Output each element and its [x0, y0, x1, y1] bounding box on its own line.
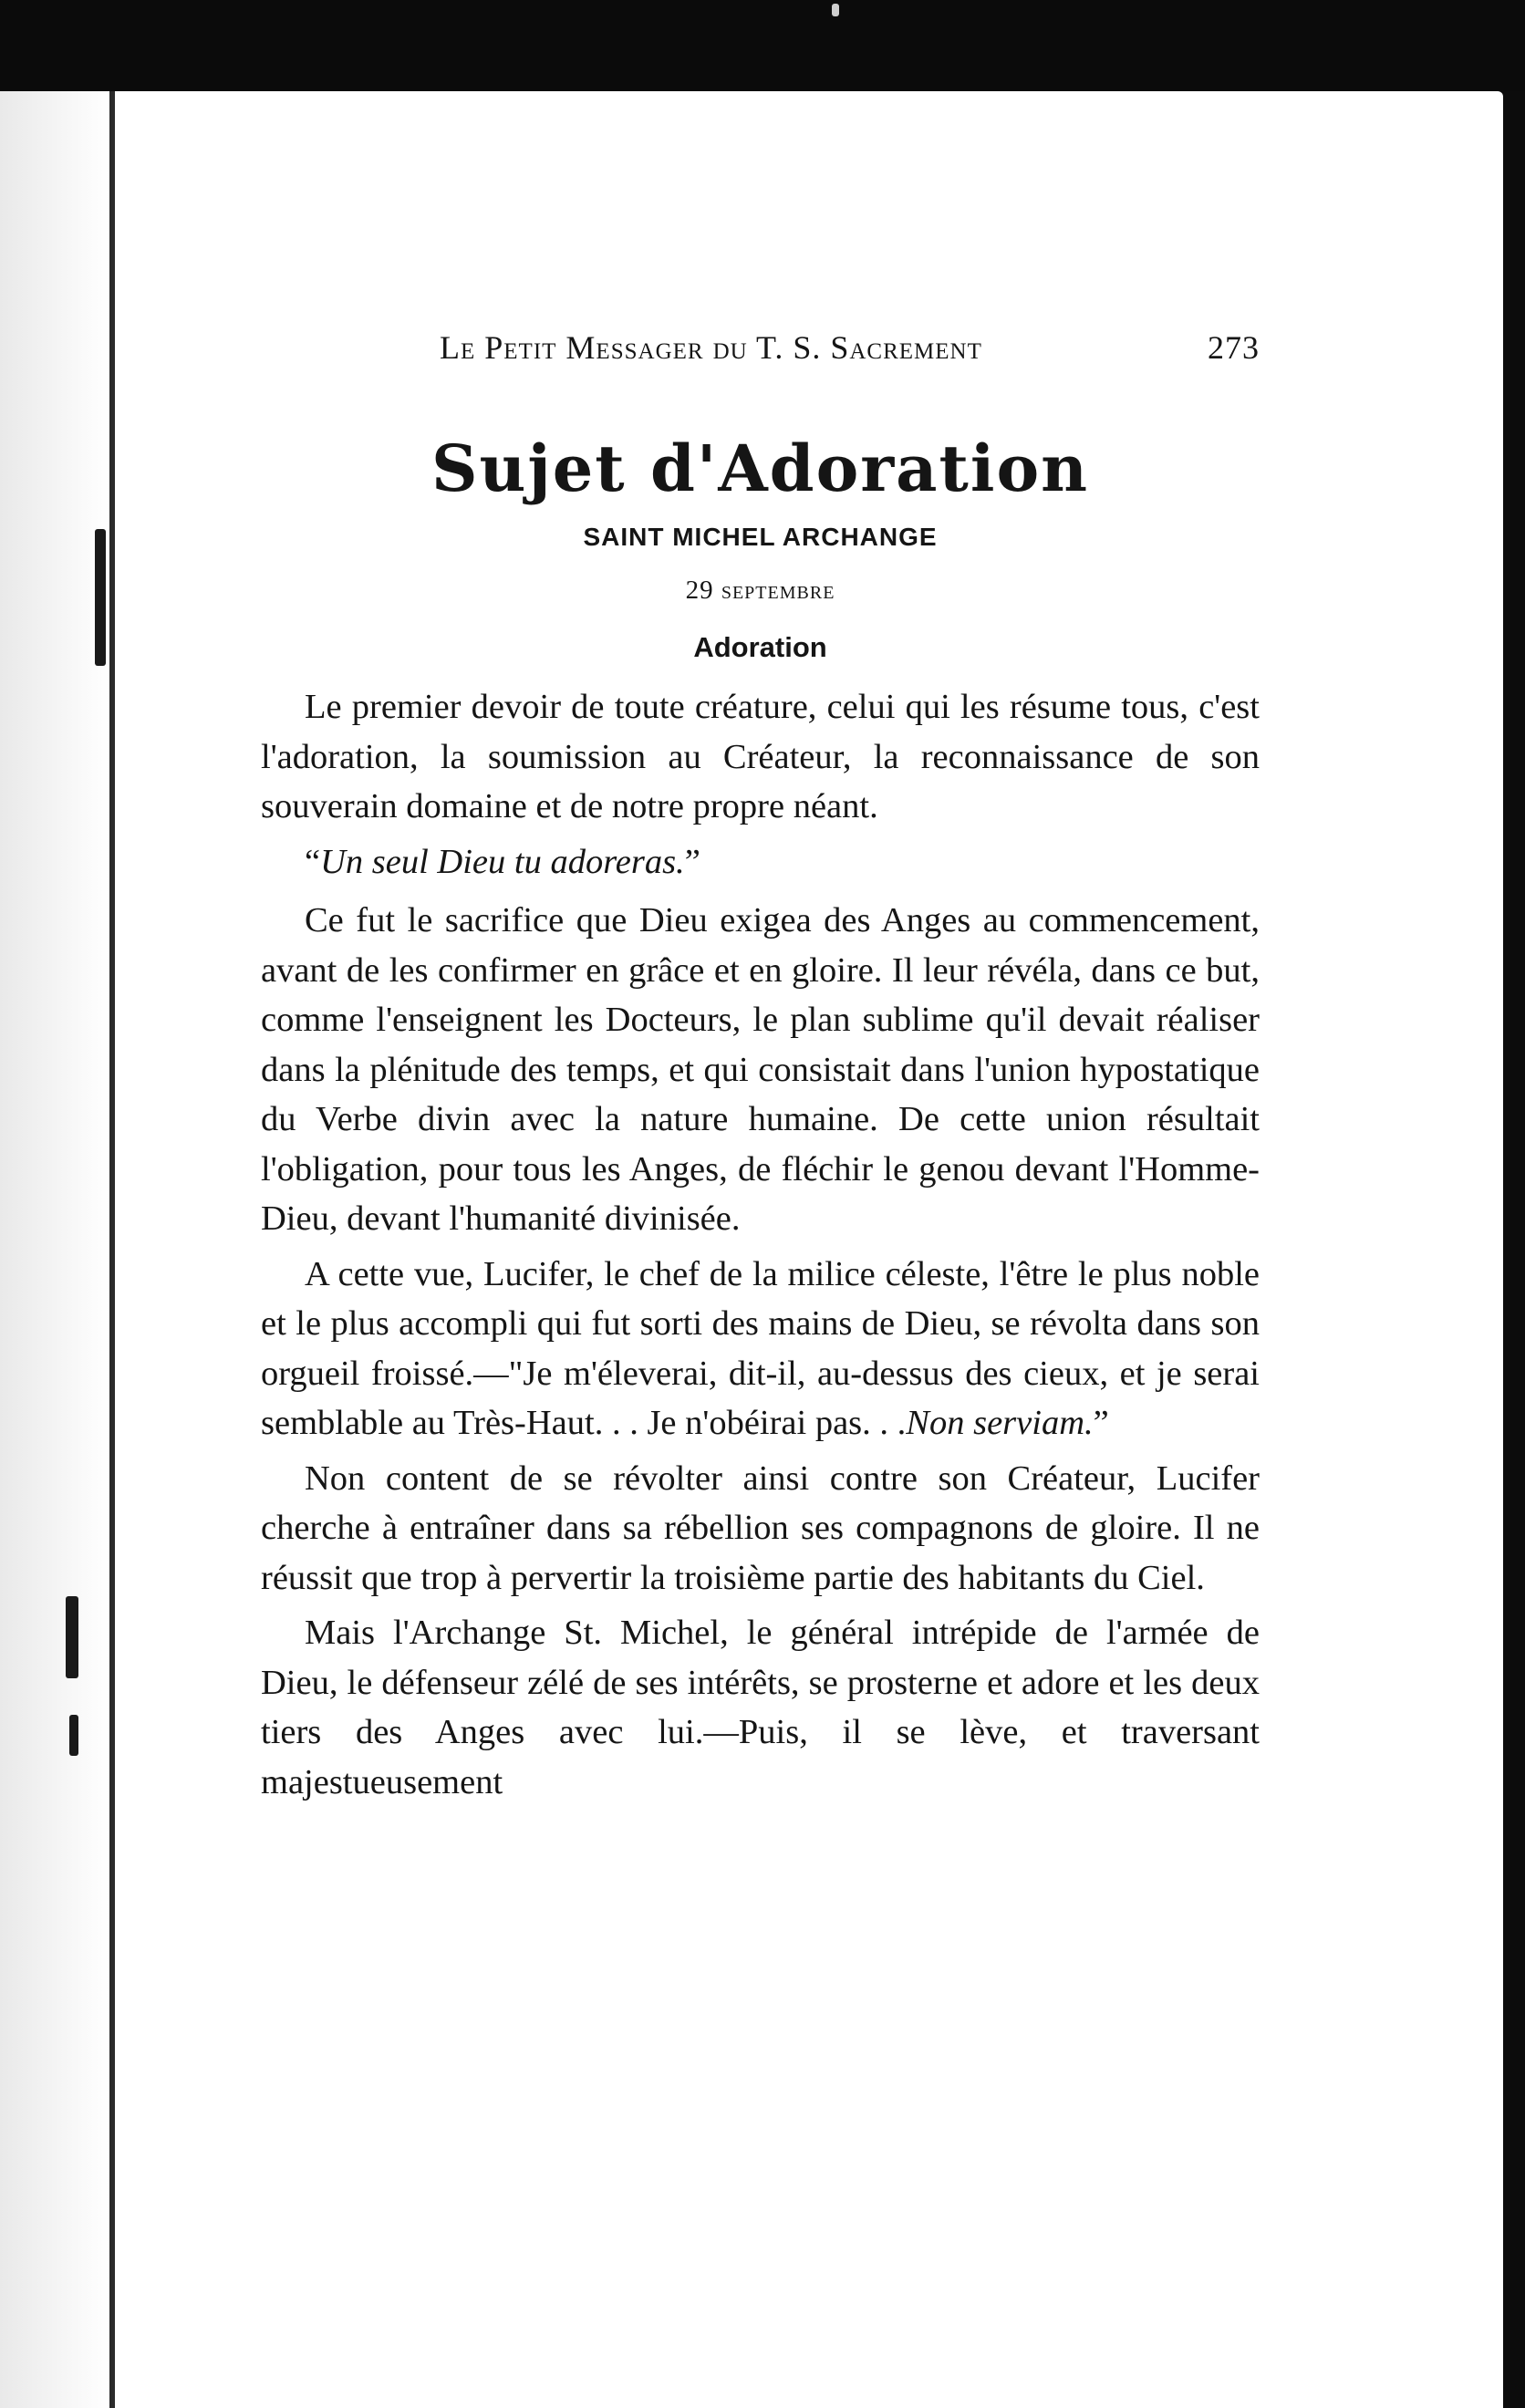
quote-close-mark: ” [684, 842, 700, 881]
binding-mark-upper [95, 529, 106, 666]
binding-mark-lower [66, 1596, 78, 1678]
running-head-title: Le Petit Messager du T. S. Sacrement [440, 329, 982, 366]
binding-shadow [0, 91, 109, 2408]
quote-text: Un seul Dieu tu adoreras. [320, 842, 685, 881]
paragraph-5: Mais l'Archange St. Michel, le général intrépide de l'armée de Dieu, le défenseur zélé de ses intérêts, se prosterne et adore et les deux tiers des Anges avec lui.—Puis, il se lève, et traversant majestueusement [261, 1614, 1260, 1801]
scan-speck [832, 4, 839, 16]
quote-line [261, 837, 1260, 887]
page-number: 273 [1208, 329, 1260, 366]
feast-date: 29 septembre [685, 576, 835, 605]
article-subtitle: SAINT MICHEL ARCHANGE [583, 523, 938, 551]
paragraph-2: Ce fut le sacrifice que Dieu exigea des Anges au commencement, avant de les confirmer en grâce et en gloire. Il leur révéla, dans ce but, comme l'enseignent les Docteurs, le plan sublime qu'il devait réaliser dans la plénitude des temps, et qui consistait dans l'union hypostatique du Verbe divin avec la nature humaine. De cette union résultait l'obligation, pour tous les Anges, de fléchir le genou devant l'Homme-Dieu, devant l'humanité divinisée. [261, 901, 1260, 1238]
paragraph-3-text: A cette vue, Lucifer, le chef de la milice céleste, l'être le plus noble et le plus accompli qui fut sorti des mains de Dieu, se révolta dans son orgueil froissé.—"Je m'éleverai, dit-il, au-dessus des cieux, et je serai semblable au Très-Haut. . . Je n'obéirai pas. . . [261, 1254, 1260, 1442]
binding-gutter-line [109, 91, 115, 2408]
paragraph-1: Le premier devoir de toute créature, celui qui les résume tous, c'est l'adoration, la soumission au Créateur, la reconnaissance de son souverain domaine et de notre propre néant. [261, 688, 1260, 825]
scan-top-border [0, 0, 1525, 91]
latin-close-mark: ” [1093, 1404, 1109, 1442]
body-text [261, 682, 1260, 1807]
latin-phrase: Non serviam. [906, 1404, 1094, 1442]
article-title: Sujet d'Adoration [431, 431, 1090, 506]
quote-open-mark: “ [305, 842, 321, 881]
paragraph-4: Non content de se révolter ainsi contre son Créateur, Lucifer cherche à entraîner dans sa rébellion ses compagnons de gloire. Il ne réussit que trop à pervertir la troisième partie des habitants du Ciel. [261, 1458, 1260, 1597]
running-head [261, 328, 1260, 374]
section-heading: Adoration [693, 631, 827, 663]
page-content [261, 328, 1260, 1812]
scan-right-border [1503, 91, 1525, 2408]
binding-mark-bottom [69, 1715, 78, 1756]
paragraph-3 [261, 1250, 1260, 1448]
